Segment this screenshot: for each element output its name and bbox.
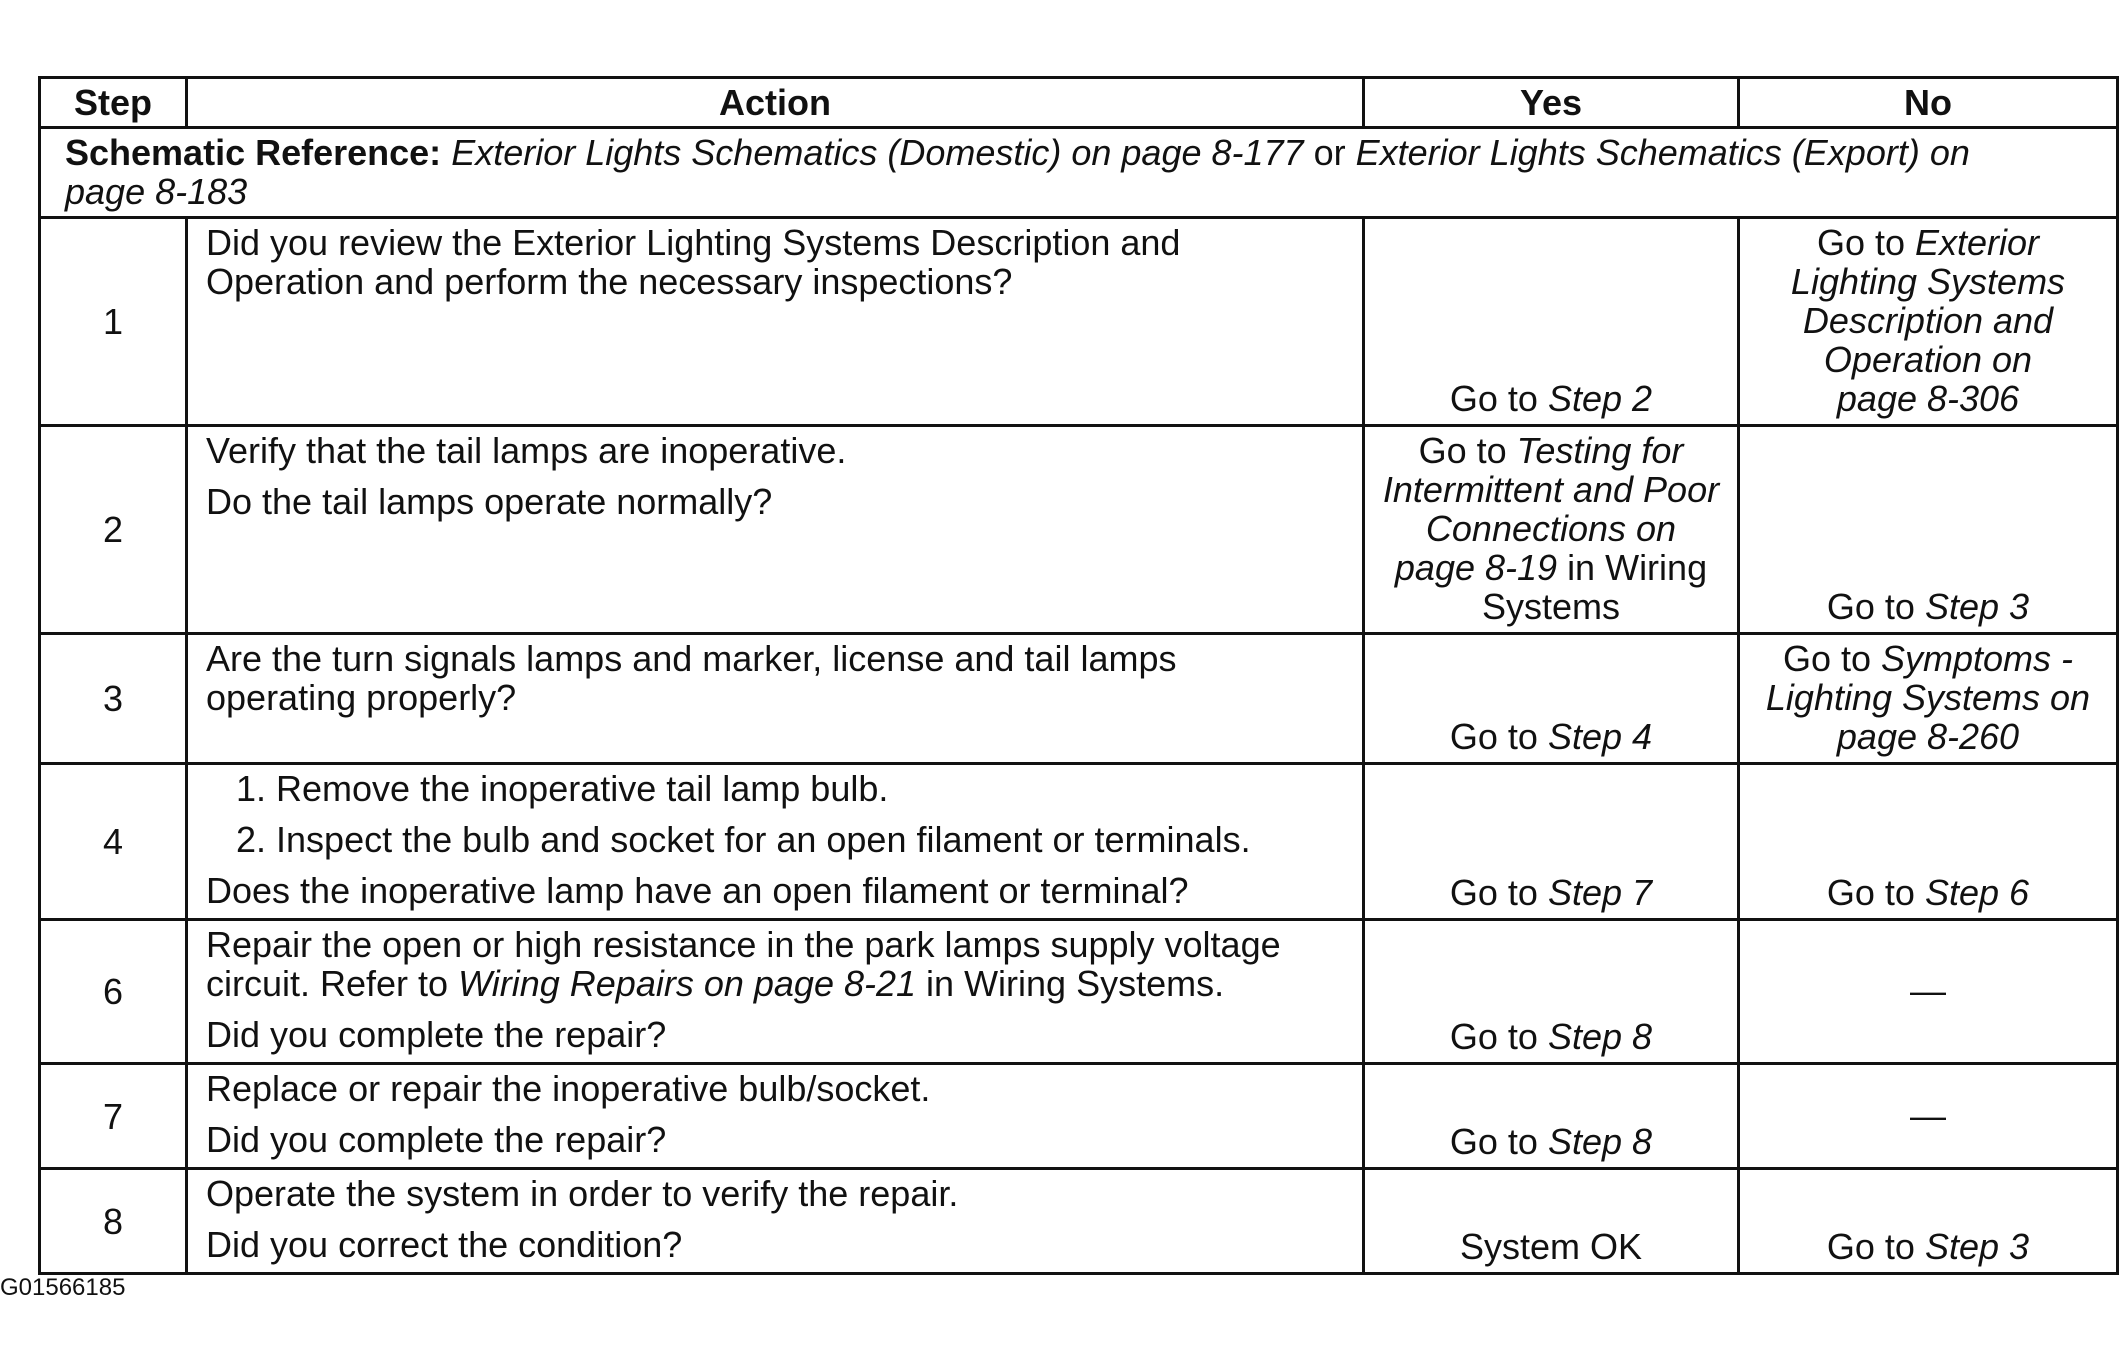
action-text: Are the turn signals lamps and marker, license and tail lamps [206,638,1177,679]
no-link[interactable]: page 8-260 [1836,716,2020,757]
yes-link[interactable]: Step 8 [1547,1121,1653,1162]
step-number: 3 [40,634,187,764]
no-link[interactable]: Operation on [1823,339,2033,380]
no-link[interactable]: Symptoms - [1881,638,2074,679]
wiring-repairs-link[interactable]: Wiring Repairs on page 8-21 [458,963,917,1004]
yes-prefix: Go to [1449,1016,1538,1057]
step-number: 6 [40,920,187,1064]
action-cell [187,920,1364,1064]
action-question: Do the tail lamps operate normally? [206,481,773,522]
no-cell [1739,218,2118,426]
yes-cell [1364,426,1739,634]
yes-prefix: Go to [1418,430,1507,471]
action-text [206,964,1344,1003]
no-link[interactable]: Step 6 [1924,872,2030,913]
substep-list [206,769,1344,859]
header-step: Step [40,78,187,128]
header-action: Action [187,78,1364,128]
action-cell [187,218,1364,426]
no-prefix: Go to [1826,1226,1915,1267]
table-row [40,1169,2118,1274]
no-prefix: Go to [1782,638,1871,679]
action-cell [187,1169,1364,1274]
yes-link[interactable]: Testing for [1516,430,1684,471]
schematic-label: Schematic Reference: [65,132,442,173]
header-row [40,78,2118,128]
no-link[interactable]: Description and [1802,300,2054,341]
yes-suffix: Systems [1481,586,1621,627]
action-text: Did you review the Exterior Lighting Systems Description and [206,222,1181,263]
yes-prefix: Go to [1449,716,1538,757]
action-text: Verify that the tail lamps are inoperative. [206,430,847,471]
action-text: Replace or repair the inoperative bulb/socket. [206,1068,931,1109]
yes-link[interactable]: page 8-19 [1394,547,1558,588]
yes-cell [1364,218,1739,426]
no-link[interactable]: Exterior [1915,222,2040,263]
schematic-connector: or [1313,132,1346,173]
no-cell [1739,764,2118,920]
yes-link[interactable]: Intermittent and Poor [1382,469,1720,510]
no-cell [1739,920,2118,1064]
yes-cell [1364,1169,1739,1274]
table-row [40,920,2118,1064]
yes-link[interactable]: Step 4 [1547,716,1653,757]
yes-cell [1364,634,1739,764]
no-cell [1739,426,2118,634]
action-question: Did you correct the condition? [206,1224,683,1265]
table-row [40,764,2118,920]
no-cell [1739,1169,2118,1274]
no-prefix: Go to [1826,586,1915,627]
table-row [40,1064,2118,1169]
action-text: operating properly? [206,677,517,718]
table-row [40,426,2118,634]
action-text-pre: circuit. Refer to [206,963,449,1004]
no-dash: — [1910,970,1946,1011]
yes-cell [1364,1064,1739,1169]
action-question: Did you complete the repair? [206,1014,667,1055]
schematic-row [40,128,2118,218]
action-text: Operate the system in order to verify the repair. [206,1173,959,1214]
action-text-post: in Wiring Systems. [926,963,1225,1004]
step-number: 2 [40,426,187,634]
no-link[interactable]: Step 3 [1924,586,2030,627]
yes-text: System OK [1459,1226,1643,1267]
no-prefix: Go to [1816,222,1905,263]
action-cell [187,634,1364,764]
yes-link[interactable]: Step 8 [1547,1016,1653,1057]
schematic-link-domestic[interactable]: Exterior Lights Schematics (Domestic) on page 8-177 [451,132,1304,173]
yes-cell [1364,764,1739,920]
yes-link[interactable]: Step 2 [1547,378,1653,419]
yes-prefix: Go to [1449,378,1538,419]
step-number: 1 [40,218,187,426]
substep-item: 2. Inspect the bulb and socket for an open filament or terminals. [236,819,1251,860]
yes-prefix: Go to [1449,1121,1538,1162]
action-question: Does the inoperative lamp have an open filament or terminal? [206,870,1189,911]
yes-cell [1364,920,1739,1064]
yes-suffix: in Wiring [1567,547,1708,588]
action-cell [187,764,1364,920]
step-number: 4 [40,764,187,920]
schematic-link-export-page[interactable]: page 8-183 [65,171,248,212]
table-row [40,218,2118,426]
step-number: 7 [40,1064,187,1169]
no-prefix: Go to [1826,872,1915,913]
no-link[interactable]: Lighting Systems [1790,261,2066,302]
yes-link[interactable]: Connections on [1425,508,1677,549]
header-no: No [1739,78,2118,128]
action-text: Repair the open or high resistance in the park lamps supply voltage [206,924,1281,965]
no-cell [1739,1064,2118,1169]
no-link[interactable]: page 8-306 [1836,378,2020,419]
no-link[interactable]: Step 3 [1924,1226,2030,1267]
no-link[interactable]: Lighting Systems on [1765,677,2091,718]
yes-link[interactable]: Step 7 [1547,872,1653,913]
no-dash: — [1910,1094,1946,1136]
action-text: Operation and perform the necessary inspections? [206,261,1013,302]
yes-prefix: Go to [1449,872,1538,913]
action-question: Did you complete the repair? [206,1119,667,1160]
action-cell [187,1064,1364,1169]
substep-item: 1. Remove the inoperative tail lamp bulb. [236,768,889,809]
table-row [40,634,2118,764]
action-cell [187,426,1364,634]
header-yes: Yes [1364,78,1739,128]
figure-id: G01566185 [0,1274,126,1301]
schematic-reference [40,128,2118,218]
step-number: 8 [40,1169,187,1274]
schematic-link-export[interactable]: Exterior Lights Schematics (Export) on [1355,132,1970,173]
no-cell [1739,634,2118,764]
diagnostic-table [38,76,2119,1275]
